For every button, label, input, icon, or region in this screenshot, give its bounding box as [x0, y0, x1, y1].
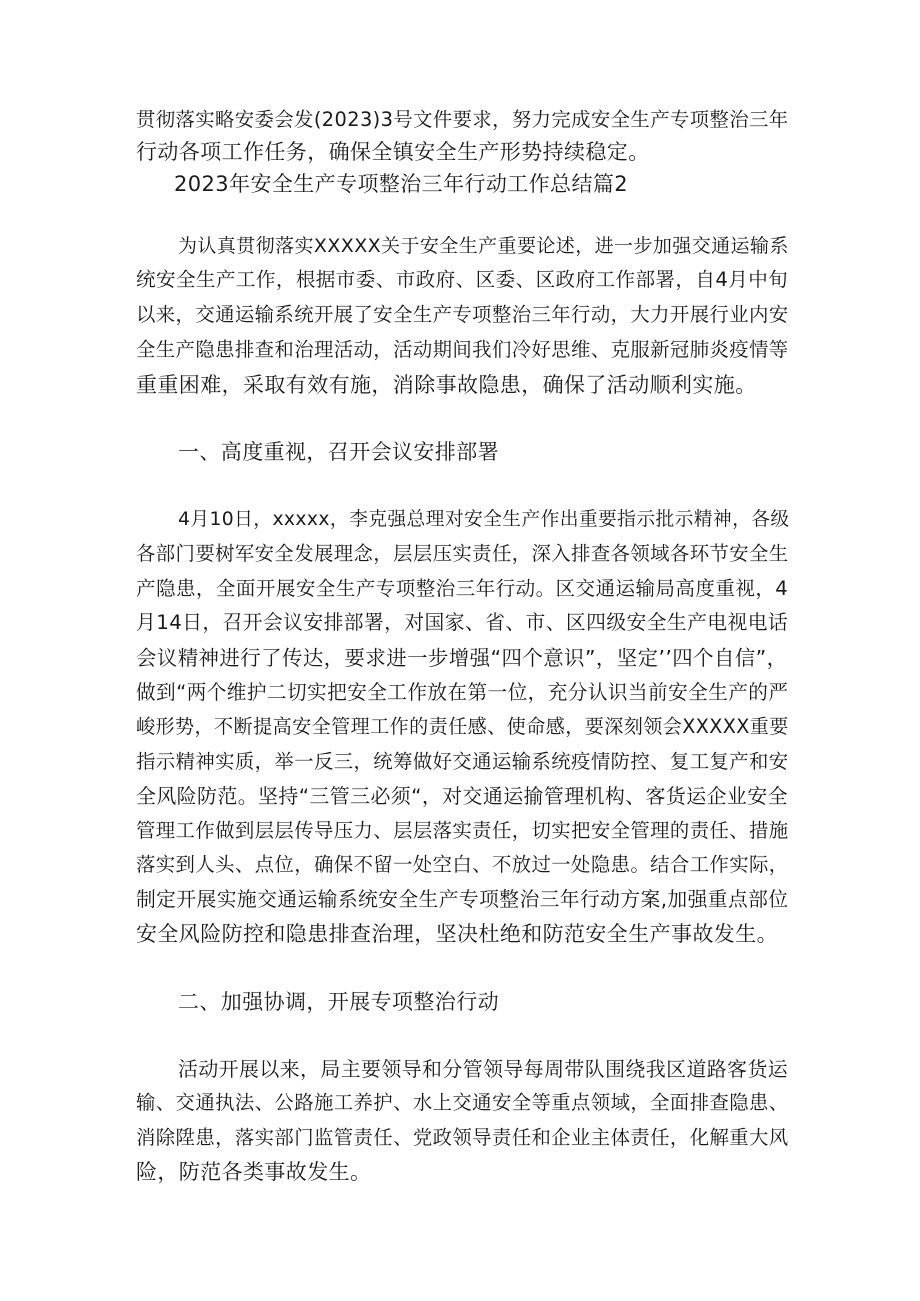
paragraph-2-line-12: 制定开展实施交通运输系统安全生产专项整治三年行动方案,加强重点部位 [136, 888, 789, 911]
paragraph-1-line-1: 为认真贯彻落实XXXXX关于安全生产重要论述，进一步加强交通运输系 [178, 235, 789, 257]
paragraph-1-line-3: 以来，交通运输系统开展了安全生产专项整治三年行动，大力开展行业内安 [136, 303, 789, 326]
intro-line-1: 贯彻落实略安委会发(2023)3号文件要求，努力完成安全生产专项整治三年 [136, 108, 789, 131]
intro-line-2: 行动各项工作任务，确保全镇安全生产形势持续稳定。 [136, 140, 650, 164]
paragraph-3-line-3: 消除陞患，落实部门监管责任、党政领导责任和企业主体责任，化解重大风 [136, 1126, 789, 1149]
paragraph-1-line-4: 全生产隐患排查和治理活动，活动期间我们冷好思维、克服新冠肺炎疫情等 [136, 338, 789, 361]
heading-1: 一、高度重视，召开会议安排部署 [178, 440, 499, 464]
heading-2: 二、加强协调，开展专项整治行动 [178, 990, 499, 1014]
paragraph-2-line-5: 会议精神进行了传达，要求进一步增强“四个意识”，坚定’’四个自信”， [136, 646, 788, 670]
paragraph-3-line-4: 险，防范各类事故发生。 [136, 1160, 372, 1184]
paragraph-2-line-1: 4月10日，xxxxx，李克强总理对安全生产作出重要指示批示精神，各级 [178, 509, 790, 530]
paragraph-3-line-2: 输、交通执法、公路施工养护、水上交通安全等重点领域，全面排查隐患、 [136, 1091, 789, 1114]
paragraph-2-line-4: 月14日，召开会议安排部署，对国家、省、市、区四级安全生产电视电话 [136, 611, 789, 634]
paragraph-2-line-2: 各部门要树军安全发展理念，层层压实责任，深入排查各领域各环节安全生 [136, 542, 789, 565]
paragraph-2-line-11: 落实到人头、点位，确保不留一处空白、不放过一处隐患。结合工作实际， [136, 853, 789, 876]
paragraph-2-line-9: 全风险防范。坚持“三管三必须“，对交通运揄管理机构、客货运企业安全 [136, 784, 788, 808]
section-title: 2023年安全生产专项整治三年行动工作总结篇2 [174, 172, 629, 196]
paragraph-3-line-1: 活动开展以来，局主要领导和分管领导每周带队围绕我区道路客货运 [178, 1057, 789, 1081]
paragraph-2-line-6: 做到“两个维护二切实把安全工作放在第一位，充分认识当前安全生产的严 [136, 681, 789, 704]
paragraph-2-line-7: 峻形势，不断提高安全管理工作的责任感、使命感，要深刻领会XXXXX重要 [136, 715, 789, 738]
paragraph-1-line-5: 重重困难，采取有效有施，消除事故隐患，确保了活动顺利实施。 [136, 373, 757, 397]
paragraph-1-line-2: 统安全生产工作，根据市委、市政府、区委、区政府工作部署，自4月中旬 [136, 268, 789, 291]
paragraph-2-line-13: 安全风险防控和隐患排查治理，坚决杜绝和防范安全生产事故发生。 [136, 922, 778, 946]
paragraph-2-line-8: 指示精神实质，举一反三，统筹做好交通运输系统疫情防控、复工复产和安 [136, 750, 789, 773]
paragraph-2-line-10: 管理工作做到层层传导压力、层层落实责任，切实把安全管理的责任、措施 [136, 819, 789, 842]
paragraph-2-line-3: 产隐患，全面开展安全生产专项整治三年行动。区交通运输局高度重视，4 [136, 577, 789, 600]
